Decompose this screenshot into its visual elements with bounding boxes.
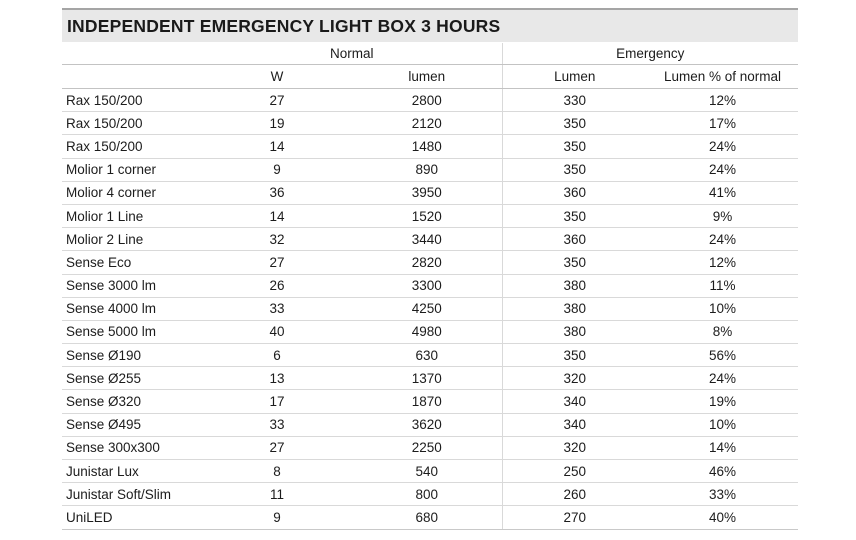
table-row [62,483,798,506]
emergency-lumen-cell: 320 [502,436,647,459]
normal-lumen-cell: 1520 [352,204,502,227]
lumen-percent-cell: 24% [647,228,798,251]
watt-cell: 27 [202,89,352,112]
normal-lumen-cell: 3950 [352,181,502,204]
lumen-percent-cell: 10% [647,413,798,436]
product-cell: Sense 4000 lm [62,297,202,320]
product-cell: Sense Ø190 [62,344,202,367]
watt-cell: 27 [202,436,352,459]
emergency-lumen-cell: 350 [502,204,647,227]
lumen-percent-column-header: Lumen % of normal [647,65,798,89]
normal-lumen-cell: 3440 [352,228,502,251]
watt-column-header: W [202,65,352,89]
table-row [62,506,798,529]
emergency-lumen-cell: 270 [502,506,647,529]
product-cell: Molior 2 Line [62,228,202,251]
watt-cell: 40 [202,320,352,343]
emergency-lumen-column-header: Lumen [502,65,647,89]
emergency-lumen-cell: 350 [502,344,647,367]
table-row [62,158,798,181]
normal-lumen-cell: 630 [352,344,502,367]
product-cell: UniLED [62,506,202,529]
watt-cell: 19 [202,112,352,135]
emergency-lumen-cell: 320 [502,367,647,390]
emergency-lumen-cell: 380 [502,320,647,343]
lumen-percent-cell: 10% [647,297,798,320]
normal-lumen-cell: 2820 [352,251,502,274]
normal-lumen-cell: 540 [352,460,502,483]
watt-cell: 8 [202,460,352,483]
emergency-lumen-cell: 340 [502,413,647,436]
lumen-percent-cell: 56% [647,344,798,367]
table-title: INDEPENDENT EMERGENCY LIGHT BOX 3 HOURS [67,15,501,36]
lumen-percent-cell: 24% [647,135,798,158]
normal-lumen-cell: 1480 [352,135,502,158]
product-cell: Molior 1 Line [62,204,202,227]
normal-lumen-cell: 3620 [352,413,502,436]
emergency-lumen-cell: 380 [502,297,647,320]
column-header-row [62,65,798,89]
watt-cell: 33 [202,297,352,320]
emergency-lumen-cell: 350 [502,135,647,158]
table-body [62,89,798,530]
normal-group-header: Normal [202,43,502,65]
watt-cell: 9 [202,158,352,181]
emergency-lumen-cell: 350 [502,112,647,135]
group-header-row [62,43,798,65]
normal-lumen-cell: 2250 [352,436,502,459]
lumen-percent-cell: 41% [647,181,798,204]
normal-lumen-cell: 4250 [352,297,502,320]
table-row [62,460,798,483]
emergency-lumen-cell: 360 [502,228,647,251]
emergency-group-header: Emergency [502,43,798,65]
normal-lumen-cell: 1370 [352,367,502,390]
lumen-percent-cell: 24% [647,367,798,390]
emergency-lumen-cell: 350 [502,251,647,274]
product-cell: Sense 3000 lm [62,274,202,297]
table-row [62,367,798,390]
emergency-lumen-cell: 260 [502,483,647,506]
emergency-lumen-cell: 360 [502,181,647,204]
normal-lumen-column-header: lumen [352,65,502,89]
normal-lumen-cell: 800 [352,483,502,506]
table-row [62,135,798,158]
table-row [62,89,798,112]
watt-cell: 13 [202,367,352,390]
product-cell: Junistar Lux [62,460,202,483]
normal-lumen-cell: 680 [352,506,502,529]
lumen-percent-cell: 11% [647,274,798,297]
table-row [62,274,798,297]
lumen-percent-cell: 12% [647,89,798,112]
lumen-percent-cell: 8% [647,320,798,343]
table-row [62,344,798,367]
product-cell: Rax 150/200 [62,135,202,158]
table-row [62,228,798,251]
normal-lumen-cell: 1870 [352,390,502,413]
watt-cell: 17 [202,390,352,413]
product-cell: Sense Ø320 [62,390,202,413]
watt-cell: 32 [202,228,352,251]
product-cell: Sense Eco [62,251,202,274]
table-row [62,112,798,135]
table-row [62,390,798,413]
lumen-percent-cell: 17% [647,112,798,135]
table-row [62,413,798,436]
watt-cell: 14 [202,204,352,227]
product-cell: Molior 4 corner [62,181,202,204]
product-cell: Junistar Soft/Slim [62,483,202,506]
lumen-percent-cell: 46% [647,460,798,483]
product-group-header [62,43,202,65]
watt-cell: 6 [202,344,352,367]
table-row [62,320,798,343]
table-title-bar [62,8,798,42]
watt-cell: 26 [202,274,352,297]
normal-lumen-cell: 2800 [352,89,502,112]
lumen-percent-cell: 14% [647,436,798,459]
lumen-percent-cell: 40% [647,506,798,529]
product-cell: Sense 5000 lm [62,320,202,343]
emergency-lumen-cell: 350 [502,158,647,181]
watt-cell: 36 [202,181,352,204]
lumen-percent-cell: 9% [647,204,798,227]
product-cell: Sense 300x300 [62,436,202,459]
watt-cell: 11 [202,483,352,506]
lumen-percent-cell: 19% [647,390,798,413]
product-cell: Rax 150/200 [62,89,202,112]
product-cell: Rax 150/200 [62,112,202,135]
watt-cell: 33 [202,413,352,436]
product-column-header [62,65,202,89]
emergency-lumen-cell: 340 [502,390,647,413]
lumen-percent-cell: 33% [647,483,798,506]
table-row [62,204,798,227]
normal-lumen-cell: 4980 [352,320,502,343]
watt-cell: 14 [202,135,352,158]
table-row [62,181,798,204]
product-cell: Molior 1 corner [62,158,202,181]
table-row [62,436,798,459]
emergency-lumen-cell: 330 [502,89,647,112]
normal-lumen-cell: 890 [352,158,502,181]
watt-cell: 9 [202,506,352,529]
lumen-percent-cell: 24% [647,158,798,181]
product-cell: Sense Ø495 [62,413,202,436]
emergency-lumen-cell: 250 [502,460,647,483]
watt-cell: 27 [202,251,352,274]
table-row [62,251,798,274]
lumen-percent-cell: 12% [647,251,798,274]
normal-lumen-cell: 2120 [352,112,502,135]
table-row [62,297,798,320]
emergency-light-table [62,43,798,530]
product-cell: Sense Ø255 [62,367,202,390]
normal-lumen-cell: 3300 [352,274,502,297]
emergency-lumen-cell: 380 [502,274,647,297]
